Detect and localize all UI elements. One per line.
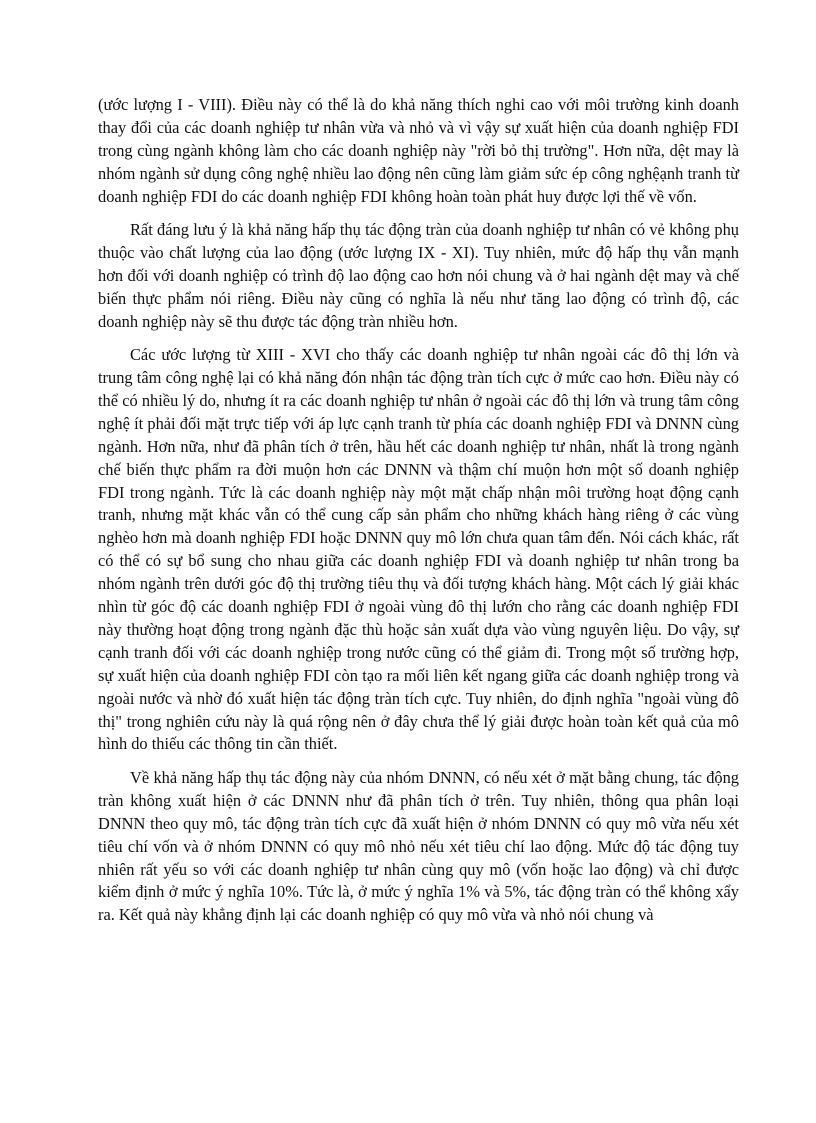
paragraph: Về khả năng hấp thụ tác động này của nhóm DNNN, có nếu xét ở mặt bằng chung, tác động tràn không xuất hiện ở các DNNN như đã phân tích ở trên. Tuy nhiên, thông qua phân loại DNNN theo quy mô, tác động tràn tích cực đã xuất hiện ở nhóm DNNN có quy mô vừa nếu xét tiêu chí vốn và ở nhóm DNNN có quy mô nhỏ nếu xét tiêu chí lao động. Mức độ tác động tuy nhiên rất yếu so với các doanh nghiệp tư nhân cùng quy mô (vốn hoặc lao động) và chỉ được kiểm định ở mức ý nghĩa 10%. Tức là, ở mức ý nghĩa 1% và 5%, tác động tràn có thể không xẩy ra. Kết quả này khẳng định lại các doanh nghiệp có quy mô vừa và nhỏ nói chung và (98, 767, 739, 925)
document-page (98, 94, 739, 938)
paragraph: Rất đáng lưu ý là khả năng hấp thụ tác động tràn của doanh nghiệp tư nhân có vẻ không phụ thuộc vào chất lượng của lao động (ước lượng IX - XI). Tuy nhiên, mức độ hấp thụ vẫn mạnh hơn đối với doanh nghiệp có trình độ lao động cao hơn nói chung và ở hai ngành dệt may và chế biến thực phẩm nói riêng. Điều này cũng có nghĩa là nếu như tăng lao động có trình độ, các doanh nghiệp này sẽ thu được tác động tràn nhiều hơn. (98, 220, 739, 331)
paragraph: Các ước lượng từ XIII - XVI cho thấy các doanh nghiệp tư nhân ngoài các đô thị lớn và trung tâm công nghệ lại có khả năng đón nhận tác động tràn tích cực ở mức cao hơn. Điều này có thể có nhiều lý do, nhưng ít ra các doanh nghiệp tư nhân ở ngoài các đô thị lớn và trung tâm công nghệ ít phải đối mặt trực tiếp với áp lực cạnh tranh từ phía các doanh nghiệp FDI và DNNN cùng ngành. Hơn nữa, như đã phân tích ở trên, hầu hết các doanh nghiệp tư nhân, nhất là trong ngành chế biến thực phẩm ra đời muộn hơn các DNNN và thậm chí muộn hơn một số doanh nghiệp FDI trong ngành. Tức là các doanh nghiệp này một mặt chấp nhận môi trường hoạt động cạnh tranh, nhưng mặt khác vẫn có thể cung cấp sản phẩm cho những khách hàng riêng ở các vùng nghèo hơn mà doanh nghiệp FDI hoặc DNNN quy mô lớn chưa quan tâm đến. Nói cách khác, rất có thể có sự bổ sung cho nhau giữa các doanh nghiệp FDI và doanh nghiệp tư nhân trong ba nhóm ngành trên dưới góc độ thị trường tiêu thụ và đối tượng khách hàng. Một cách lý giải khác nhìn từ góc độ các doanh nghiệp FDI ở ngoài vùng đô thị lướn cho rằng các doanh nghiệp FDI này thường hoạt động trong ngành đặc thù hoặc sản xuất dựa vào vùng nguyên liệu. Do vậy, sự cạnh tranh đối với các doanh nghiệp trong nước cũng có thể giảm đi. Trong một số trường hợp, sự xuất hiện của doanh nghiệp FDI còn tạo ra mối liên kết ngang giữa các doanh nghiệp trong và ngoài nước và nhờ đó xuất hiện tác động tràn tích cực. Tuy nhiên, do định nghĩa "ngoài vùng đô thị" trong nghiên cứu này là quá rộng nên ở đây chưa thể lý giải được hoàn toàn kết quả của mô hình do thiếu các thông tin cần thiết. (98, 345, 739, 754)
paragraph: (ước lượng I - VIII). Điều này có thể là do khả năng thích nghi cao với môi trường kinh doanh thay đổi của các doanh nghiệp tư nhân vừa và nhỏ và vì vậy sự xuất hiện của doanh nghiệp FDI trong cùng ngành không làm cho các doanh nghiệp này "rời bỏ thị trường". Hơn nữa, dệt may là nhóm ngành sử dụng công nghệ nhiều lao động nên cũng làm giảm sức ép công nghệạnh tranh từ doanh nghiệp FDI do các doanh nghiệp FDI không hoàn toàn phát huy được lợi thế về vốn. (98, 95, 739, 206)
